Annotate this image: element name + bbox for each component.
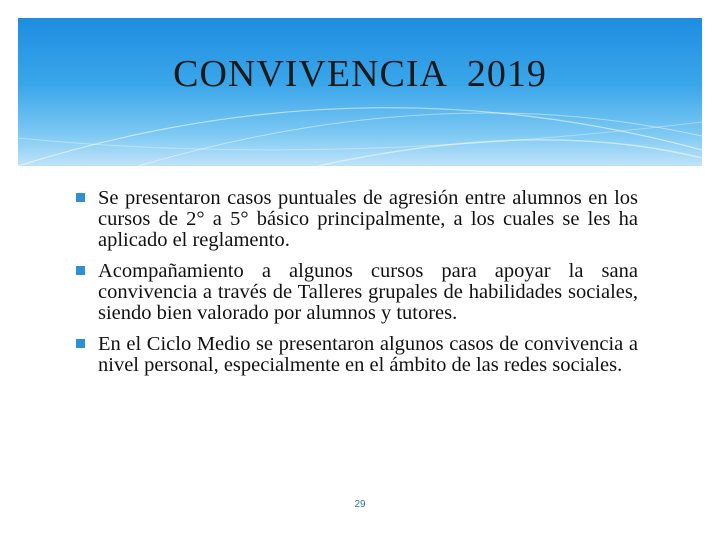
bullet-list bbox=[76, 188, 638, 386]
bullet-item bbox=[76, 261, 638, 324]
bullet-text: En el Ciclo Medio se presentaron algunos casos de convivencia a nivel personal, especialmente en el ámbito de las redes sociales. bbox=[98, 333, 638, 376]
slide-title: CONVIVENCIA 2019 bbox=[173, 53, 547, 95]
page-number: 29 bbox=[354, 499, 366, 510]
square-bullet-icon bbox=[76, 339, 85, 348]
bullet-item bbox=[76, 188, 638, 251]
square-bullet-icon bbox=[76, 266, 85, 275]
bullet-text: Acompañamiento a algunos cursos para apoyar la sana convivencia a través de Talleres grupales de habilidades sociales, siendo bien valorado por alumnos y tutores. bbox=[98, 260, 638, 324]
bullet-item bbox=[76, 334, 638, 376]
bullet-text: Se presentaron casos puntuales de agresión entre alumnos en los cursos de 2° a 5° básico principalmente, a los cuales se les ha aplicado el reglamento. bbox=[98, 187, 638, 251]
square-bullet-icon bbox=[76, 193, 85, 202]
